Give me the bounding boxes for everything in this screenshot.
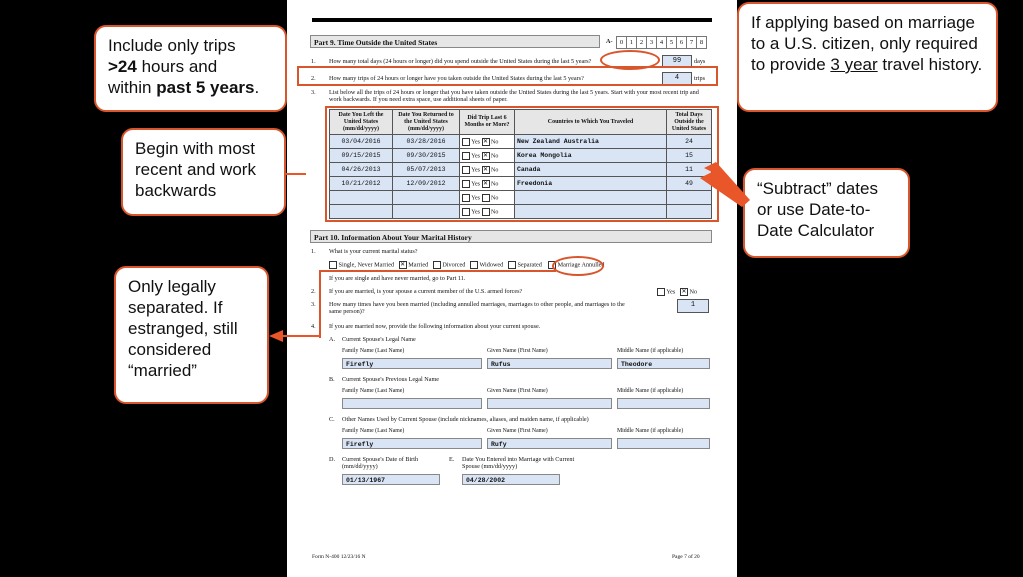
- no-label: No: [491, 152, 499, 159]
- no-checkbox-checked[interactable]: ✕: [681, 289, 687, 295]
- q1-days-field[interactable]: 99: [662, 55, 692, 68]
- widowed-label: Widowed: [479, 261, 504, 269]
- footer-form-id: Form N-400 12/23/16 N: [312, 554, 366, 560]
- other-family-name-field[interactable]: Firefly: [342, 438, 482, 449]
- col-date-left: Date You Left the United States (mm/dd/yyyy): [330, 110, 393, 135]
- part10-header: Part 10. Information About Your Marital History: [310, 230, 712, 243]
- married-label: Married: [408, 261, 429, 269]
- q3-number: 3.: [311, 89, 316, 96]
- part9-header: Part 9. Time Outside the United States: [310, 35, 600, 48]
- q1-number: 1.: [311, 58, 316, 65]
- spouse-family-name-field[interactable]: Firefly: [342, 358, 482, 369]
- trip-days[interactable]: 11: [667, 163, 712, 177]
- trip-left-date[interactable]: 04/26/2013: [330, 163, 393, 177]
- given-name-label: Given Name (First Name): [487, 388, 548, 394]
- callout-text: If applying based on marriage to a U.S. citizen, only required to provide: [751, 13, 978, 74]
- single-note: If you are single and have never married, go to Part 11.: [329, 275, 466, 282]
- callout-text: .: [254, 78, 260, 97]
- trip-countries[interactable]: Freedonia: [515, 177, 667, 191]
- trip-countries[interactable]: Korea Mongolia: [515, 149, 667, 163]
- a-digit: 1: [626, 36, 637, 49]
- q2-text: How many trips of 24 hours or longer have you taken outside the United States during the last 5 years?: [329, 75, 584, 82]
- yes-label: Yes: [471, 138, 481, 145]
- no-checkbox-checked[interactable]: ✕: [483, 180, 489, 187]
- family-name-label: Family Name (Last Name): [342, 428, 405, 434]
- given-name-label: Given Name (First Name): [487, 348, 548, 354]
- separated-label: Separated: [517, 261, 542, 269]
- arrow-to-separated-callout-icon: [269, 330, 283, 342]
- a-digit: 8: [696, 36, 707, 49]
- m2-number: 2.: [311, 288, 316, 295]
- middle-name-label: Middle Name (if applicable): [617, 388, 684, 394]
- single-label: Single, Never Married: [338, 261, 395, 269]
- callout-bold-text: past 5 years: [156, 78, 255, 97]
- sec-e-letter: E.: [449, 456, 455, 463]
- trip-countries[interactable]: New Zealand Australia: [515, 135, 667, 149]
- no-checkbox-checked[interactable]: ✕: [483, 138, 489, 145]
- yes-label: Yes: [666, 288, 676, 296]
- marriage-date-field[interactable]: 04/28/2002: [462, 474, 560, 485]
- sec-e-title: Date You Entered into Marriage with Current Spouse (mm/dd/yyyy): [462, 456, 575, 470]
- trip-return-date[interactable]: 03/28/2016: [393, 135, 460, 149]
- no-label: No: [491, 180, 499, 187]
- a-number-label: A-: [606, 38, 613, 45]
- q2-trips-field[interactable]: 4: [662, 72, 692, 85]
- q3-text: List below all the trips of 24 hours or longer that you have taken outside the United States during the last 5 years. Start with your most recent trip and work backwards. If you need extra space, use additional sheets of paper.: [329, 89, 699, 103]
- divorced-label: Divorced: [442, 261, 466, 269]
- given-name-label: Given Name (First Name): [487, 428, 548, 434]
- m4-text: If you are married now, provide the following information about your current spouse.: [329, 323, 541, 330]
- a-digit: 6: [676, 36, 687, 49]
- m4-number: 4.: [311, 323, 316, 330]
- callout-underlined-text: 3 year: [830, 55, 878, 74]
- middle-name-label: Middle Name (if applicable): [617, 348, 684, 354]
- q2-number: 2.: [311, 75, 316, 82]
- annulled-label: Marriage Annulled: [557, 261, 605, 269]
- sec-c-title: Other Names Used by Current Spouse (include nicknames, aliases, and maiden name, if applicable): [342, 416, 589, 423]
- yes-label: Yes: [471, 180, 481, 187]
- spouse-given-name-field[interactable]: Rufus: [487, 358, 612, 369]
- sec-a-letter: A.: [329, 336, 336, 343]
- no-label: No: [491, 166, 499, 173]
- sec-d-letter: D.: [329, 456, 336, 463]
- callout-text: Only legally separated. If estranged, still considered “married”: [128, 277, 238, 380]
- trip-left-date[interactable]: 09/15/2015: [330, 149, 393, 163]
- m1-number: 1.: [311, 248, 316, 255]
- callout-text: Include only trips: [108, 36, 236, 55]
- q2-unit: trips: [694, 75, 706, 82]
- family-name-label: Family Name (Last Name): [342, 388, 405, 394]
- a-digit: 2: [636, 36, 647, 49]
- callout-text: “Subtract” dates or use Date-to-Date Calculator: [757, 179, 878, 240]
- no-label: No: [491, 138, 499, 145]
- yes-label: Yes: [471, 194, 481, 201]
- no-checkbox-checked[interactable]: ✕: [483, 152, 489, 159]
- sec-b-letter: B.: [329, 376, 335, 383]
- yes-label: Yes: [471, 152, 481, 159]
- arrow-to-total-days-icon: [700, 162, 750, 207]
- a-digit: 3: [646, 36, 657, 49]
- col-six-months: Did Trip Last 6 Months or More?: [460, 110, 515, 135]
- sec-d-title: Current Spouse's Date of Birth (mm/dd/yyyy): [342, 456, 419, 470]
- a-digit: 7: [686, 36, 697, 49]
- callout-text: within: [108, 78, 157, 97]
- m2-text: If you are married, is your spouse a current member of the U.S. armed forces?: [329, 288, 523, 295]
- yes-label: Yes: [471, 166, 481, 173]
- sec-b-title: Current Spouse's Previous Legal Name: [342, 376, 440, 383]
- col-total-days: Total Days Outside the United States: [667, 110, 712, 135]
- middle-name-label: Middle Name (if applicable): [617, 428, 684, 434]
- no-label: No: [491, 194, 499, 201]
- q1-unit: days: [694, 58, 706, 65]
- q1-text: How many total days (24 hours or longer) did you spend outside the United States during the last 5 years?: [329, 58, 592, 65]
- m3-times-married-field[interactable]: 1: [677, 299, 709, 313]
- callout-text: travel history.: [877, 55, 983, 74]
- a-digit: 0: [616, 36, 627, 49]
- trip-days[interactable]: 24: [667, 135, 712, 149]
- no-label: No: [491, 208, 499, 215]
- yes-label: Yes: [471, 208, 481, 215]
- a-digit: 4: [656, 36, 667, 49]
- m3-number: 3.: [311, 301, 316, 308]
- trip-return-date[interactable]: 09/30/2015: [393, 149, 460, 163]
- trip-left-date[interactable]: 10/21/2012: [330, 177, 393, 191]
- m1-text: What is your current marital status?: [329, 248, 418, 255]
- trip-days[interactable]: 49: [667, 177, 712, 191]
- trip-return-date[interactable]: 12/09/2012: [393, 177, 460, 191]
- col-countries: Countries to Which You Traveled: [515, 110, 667, 135]
- married-checkbox-checked[interactable]: ✕: [400, 262, 406, 268]
- spouse-dob-field[interactable]: 01/13/1967: [342, 474, 440, 485]
- callout-text: hours and: [136, 57, 218, 76]
- other-given-name-field[interactable]: Rufy: [487, 438, 612, 449]
- family-name-label: Family Name (Last Name): [342, 348, 405, 354]
- a-digit: 5: [666, 36, 677, 49]
- no-label: No: [689, 288, 698, 296]
- trip-return-date[interactable]: 05/07/2013: [393, 163, 460, 177]
- callout-bold-text: >24: [108, 57, 137, 76]
- spouse-middle-name-field[interactable]: Theodore: [617, 358, 710, 369]
- footer-page-number: Page 7 of 20: [672, 554, 700, 560]
- m3-text: How many times have you been married (including annulled marriages, marriages to other people, and marriages to the same person)?: [329, 301, 625, 315]
- sec-a-title: Current Spouse's Legal Name: [342, 336, 416, 343]
- trip-countries[interactable]: Canada: [515, 163, 667, 177]
- trip-left-date[interactable]: 03/04/2016: [330, 135, 393, 149]
- no-checkbox-checked[interactable]: ✕: [483, 166, 489, 173]
- trip-days[interactable]: 15: [667, 149, 712, 163]
- sec-c-letter: C.: [329, 416, 335, 423]
- col-date-returned: Date You Returned to the United States (mm/dd/yyyy): [393, 110, 460, 135]
- callout-text: Begin with most recent and work backwards: [135, 139, 256, 200]
